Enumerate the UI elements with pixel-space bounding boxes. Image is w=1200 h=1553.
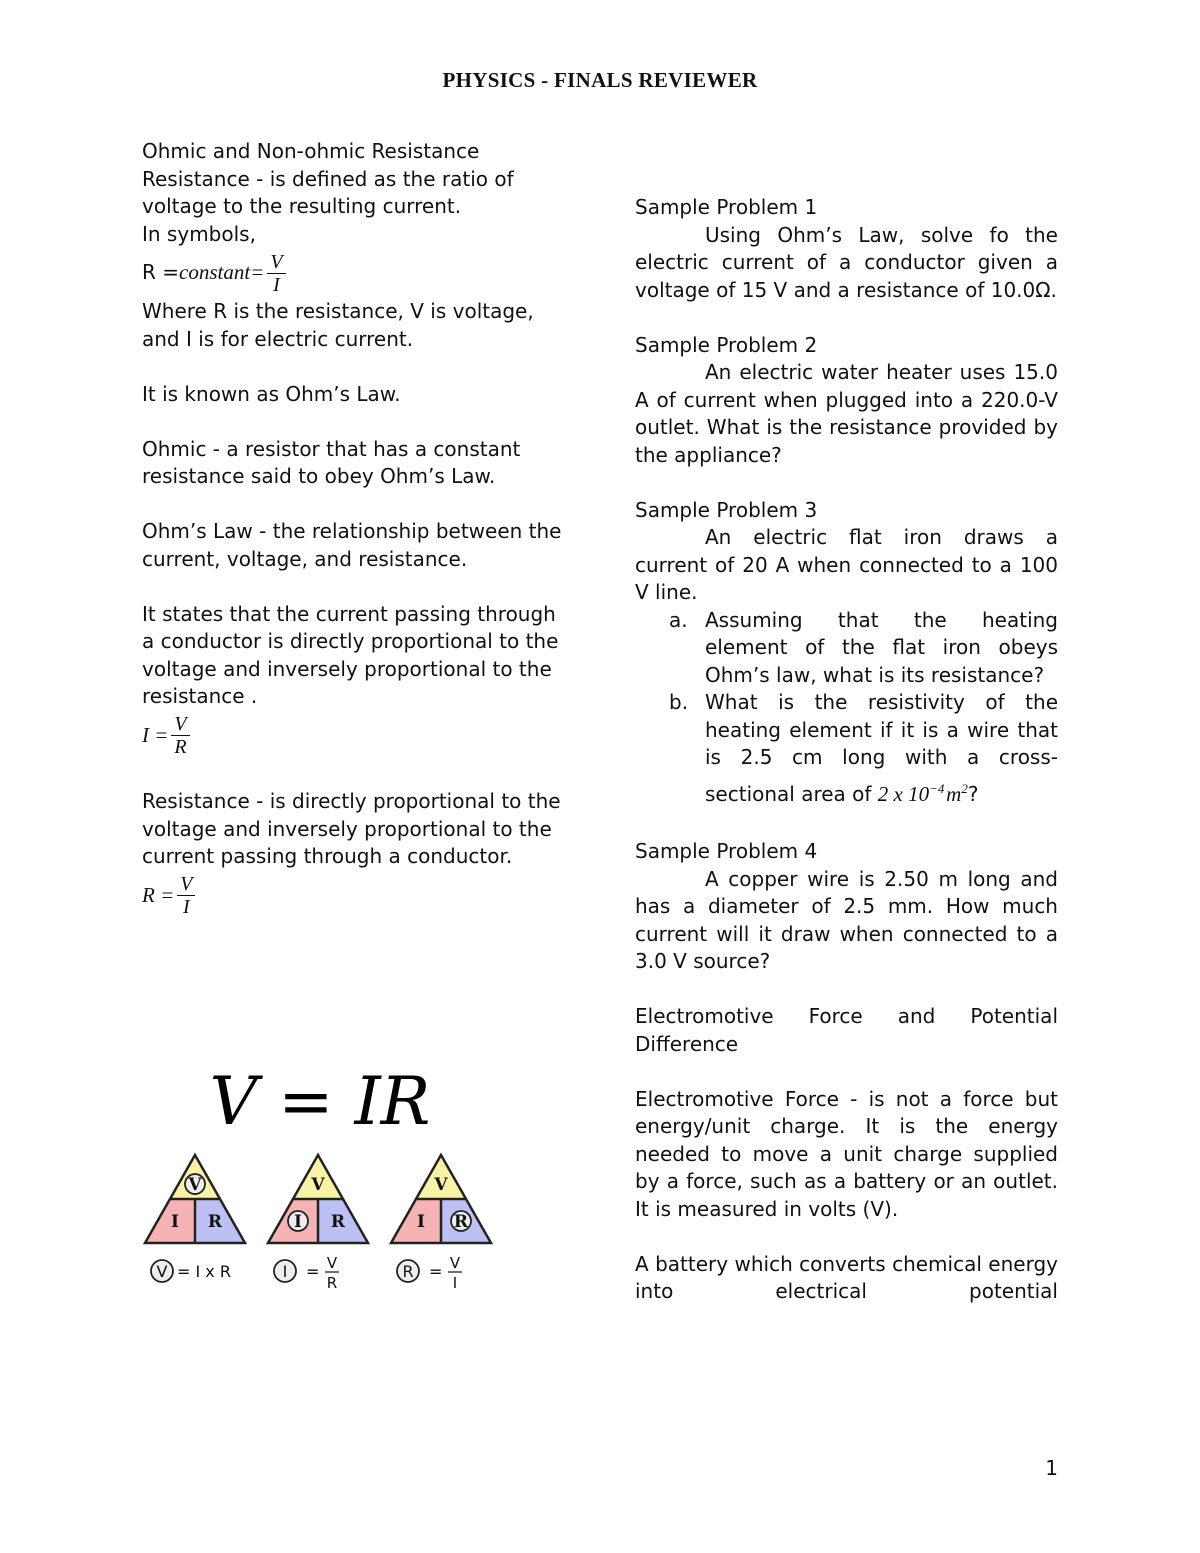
big-formula: V = IR	[209, 1063, 431, 1140]
resistance-proportional-text: Resistance - is directly proportional to the voltage and inversely proportional to the current passing through a conductor.	[142, 789, 561, 868]
equation-equals: =	[429, 1262, 443, 1281]
triangle-label-right: R	[330, 1212, 346, 1232]
fraction: $\frac{V}{I}$	[177, 874, 195, 917]
left-column	[142, 138, 572, 921]
equation-rhs: = I x R	[177, 1262, 231, 1281]
triangle-label-top: V	[311, 1175, 325, 1196]
triangle-label-left: I	[417, 1212, 425, 1232]
page-number: 1	[1045, 1456, 1058, 1480]
vir-triangle	[391, 1155, 491, 1292]
triangle-left-section	[145, 1199, 195, 1243]
ohms-law-definition: Ohm’s Law - the relationship between the current, voltage, and resistance.	[142, 519, 562, 571]
sample-problem-4-title: Sample Problem 4	[635, 839, 818, 863]
formula-resistance-constant: R = constant = $\frac{V}{I}$	[142, 248, 572, 298]
list-item: a. Assuming that the heating element of the flat iron obeys Ohm’s law, what is its resistance?	[669, 607, 1058, 687]
cross-section-math: 2 x $10^{-4}$ $m^2$	[877, 780, 968, 806]
ohmic-definition: Ohmic - a resistor that has a constant resistance said to obey Ohm’s Law.	[142, 436, 521, 488]
triangle-label-right: R	[453, 1212, 469, 1232]
sample-problem-3-body: An electric flat iron draws a current of 20 A when connected to a 100 V line.	[635, 525, 1058, 604]
formula-resistance: R = $\frac{V}{I}$	[142, 871, 572, 921]
vir-triangle	[268, 1155, 368, 1292]
equation-equals: =	[306, 1262, 320, 1281]
known-text: It is known as Ohm’s Law.	[142, 381, 401, 406]
sample-problem-1-title: Sample Problem 1	[635, 195, 818, 219]
in-symbols-text: In symbols,	[142, 221, 256, 246]
equation-denominator: R	[326, 1274, 338, 1292]
formula-current: I = $\frac{V}{R}$	[142, 711, 572, 761]
page-title: PHYSICS - FINALS REVIEWER	[442, 68, 758, 92]
triangle-left-section	[391, 1199, 441, 1243]
equation-numerator: V	[326, 1254, 338, 1272]
emf-definition: Electromotive Force - is not a force but energy/unit charge. It is the energy needed to move a unit charge supplied by a force, such as a battery or an outlet. It is measured in volts (V).	[635, 1086, 1058, 1221]
sample-problem-3-list	[635, 607, 1058, 811]
fraction: $\frac{V}{I}$	[267, 252, 285, 295]
triangle-label-top: V	[188, 1175, 202, 1196]
right-column	[635, 194, 1058, 1306]
where-text: Where R is the resistance, V is voltage, and I is for electric current.	[142, 299, 534, 351]
equation-denominator: I	[452, 1274, 458, 1292]
emf-heading: Electromotive Force and Potential Difference	[635, 1004, 1058, 1056]
sample-problem-2-title: Sample Problem 2	[635, 332, 818, 357]
triangle-label-left: I	[294, 1212, 302, 1232]
ohms-law-triangle-figure	[140, 1060, 500, 1310]
sample-problem-1-body: Using Ohm’s Law, solve fo the electric current of a conductor given a voltage of 15 V and a resistance of 10.0Ω.	[635, 222, 1058, 302]
triangle-label-top: V	[434, 1175, 448, 1196]
equation-variable: R	[402, 1262, 414, 1281]
vir-triangle	[145, 1155, 245, 1282]
sample-problem-2-body: An electric water heater uses 15.0 A of current when plugged into a 220.0-V outlet. What is the resistance provided by the appliance?	[635, 360, 1058, 467]
triangle-label-left: I	[171, 1212, 179, 1232]
fraction: $\frac{V}{R}$	[171, 714, 189, 757]
equation-numerator: V	[449, 1254, 461, 1272]
list-item: b. What is the resistivity of the heating element if it is a wire that is 2.5 cm long with a cross-sectional area of 2 x $10^{-4}$ $m^2$?	[669, 690, 1058, 806]
sample-problem-4-body: A copper wire is 2.50 m long and has a diameter of 2.5 mm. How much current will it draw when connected to a 3.0 V source?	[635, 866, 1058, 973]
sample-problem-3-title: Sample Problem 3	[635, 497, 818, 522]
ohms-law-statement: It states that the current passing through a conductor is directly proportional to the voltage and inversely proportional to the resistance .	[142, 601, 559, 708]
triangle-label-right: R	[207, 1212, 223, 1232]
resistance-definition: Resistance - is defined as the ratio of voltage to the resulting current.	[142, 166, 514, 218]
section-heading: Ohmic and Non-ohmic Resistance	[142, 139, 480, 163]
battery-text: A battery which converts chemical energy into electrical potential	[635, 1251, 1058, 1303]
equation-variable: I	[282, 1262, 288, 1281]
equation-variable: V	[156, 1262, 168, 1281]
